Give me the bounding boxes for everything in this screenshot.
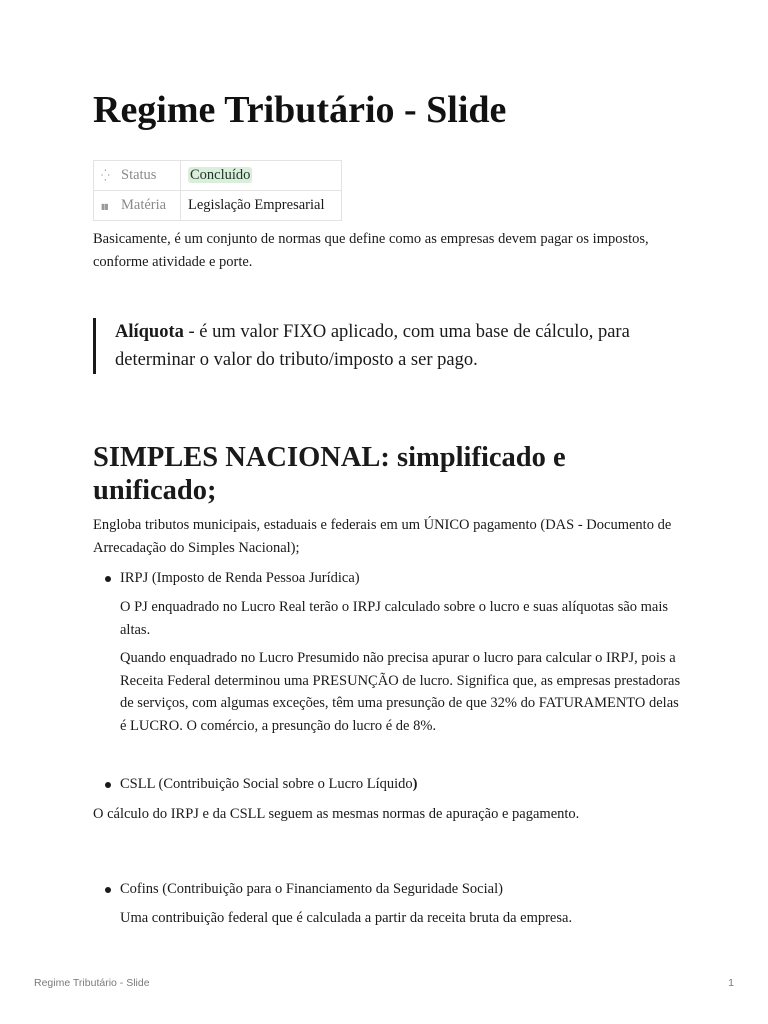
intro-paragraph: Basicamente, é um conjunto de normas que define como as empresas devem pagar os impostos, conforme atividade e porte. xyxy=(93,231,649,270)
property-key-label: Status xyxy=(121,167,157,183)
bullet-icon xyxy=(105,782,111,788)
bullet-icon xyxy=(105,887,111,893)
property-value[interactable] xyxy=(181,161,342,191)
property-value[interactable]: Legislação Empresarial xyxy=(181,191,342,221)
footer-title: Regime Tributário - Slide xyxy=(34,977,150,989)
section-heading: SIMPLES NACIONAL: simplificado e unificado; xyxy=(93,442,566,506)
property-key-label: Matéria xyxy=(121,197,167,213)
page-title: Regime Tributário - Slide xyxy=(93,89,507,131)
csll-close: ) xyxy=(412,776,418,792)
status-badge: Concluído xyxy=(190,167,251,183)
csll-note: O cálculo do IRPJ e da CSLL seguem as mesmas normas de apuração e pagamento. xyxy=(93,806,580,822)
quote-term: Alíquota xyxy=(115,322,184,342)
aliquota-quote xyxy=(93,318,690,374)
property-row-status xyxy=(94,161,342,191)
loading-icon: ⁛ xyxy=(101,170,110,182)
cofins-paragraph: Uma contribuição federal que é calculada a partir da receita bruta da empresa. xyxy=(120,910,573,926)
property-key xyxy=(94,191,181,221)
section-intro: Engloba tributos municipais, estaduais e federais em um ÚNICO pagamento (DAS - Documento de Arrecadação do Simples Nacional); xyxy=(93,517,672,556)
irpj-paragraph-1: O PJ enquadrado no Lucro Real terão o IRPJ calculado sobre o lucro e suas alíquotas são mais altas. xyxy=(120,599,669,638)
property-row-materia xyxy=(94,191,342,221)
property-key xyxy=(94,161,181,191)
list-item-cofins: Cofins (Contribuição para o Financiamento da Seguridade Social) xyxy=(120,881,503,897)
list-item-csll xyxy=(120,773,683,796)
properties-table xyxy=(93,160,342,221)
list-item-irpj: IRPJ (Imposto de Renda Pessoa Jurídica) xyxy=(120,570,360,586)
quote-text: - é um valor FIXO aplicado, com uma base de cálculo, para determinar o valor do tributo/imposto a ser pago. xyxy=(115,322,630,370)
csll-label: CSLL (Contribuição Social sobre o Lucro Líquido xyxy=(120,776,413,792)
page-number: 1 xyxy=(728,977,734,989)
bullet-icon xyxy=(105,576,111,582)
book-icon: ▮▮ xyxy=(101,202,108,211)
irpj-paragraph-2: Quando enquadrado no Lucro Presumido não precisa apurar o lucro para calcular o IRPJ, pois a Receita Federal determinou uma PRESUNÇÃO de lucro. Significa que, as empresas prestadoras de serviços, com algumas exceções, têm uma presunção de que 32% do FATURAMENTO delas é LUCRO. O comércio, a presunção do lucro é de 8%. xyxy=(120,650,681,734)
